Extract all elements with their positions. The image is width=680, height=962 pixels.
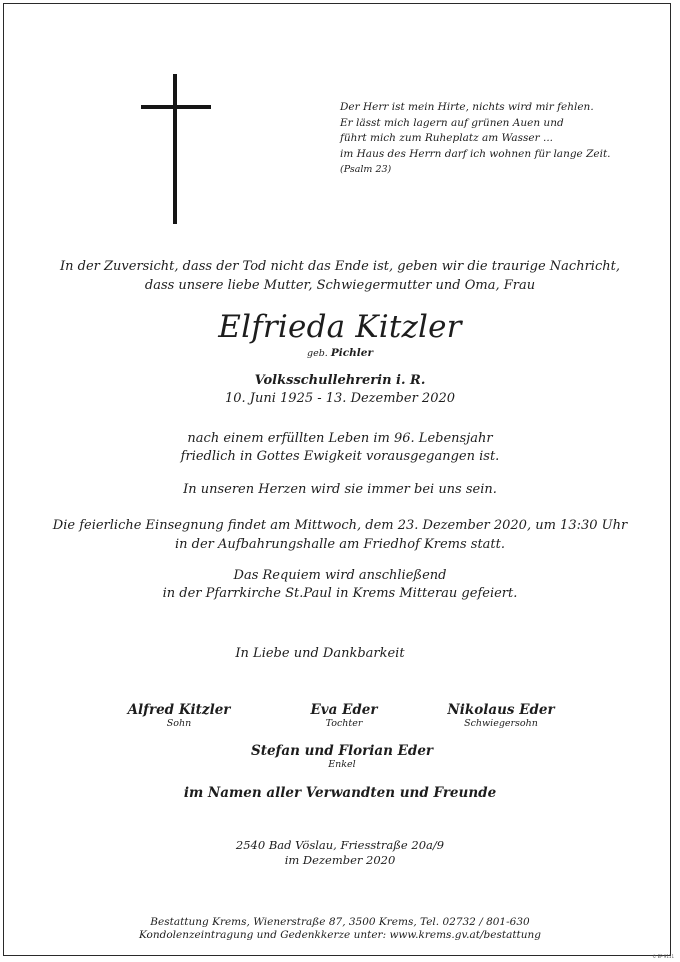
life-dates: 10. Juni 1925 - 13. Dezember 2020 — [224, 391, 456, 406]
psalm-quote — [340, 100, 640, 178]
mourner-eva — [264, 702, 424, 729]
ceremony-line-2: in der Aufbahrungshalle am Friedhof Krems statt. — [175, 537, 505, 552]
psalm-source: (Psalm 23) — [340, 164, 392, 175]
mourner-relation: Enkel — [328, 759, 356, 770]
requiem-line-2: in der Pfarrkirche St.Paul in Krems Mitterau gefeiert. — [162, 586, 518, 601]
footer-line-1: Bestattung Krems, Wienerstraße 87, 3500 Krems, Tel. 02732 / 801-630 — [150, 916, 530, 928]
mourner-relation: Schwiegersohn — [464, 718, 538, 729]
requiem-line-1: Das Requiem wird anschließend — [233, 568, 447, 583]
intro-line-1: In der Zuversicht, dass der Tod nicht das Ende ist, geben wir die traurige Nachricht, — [60, 259, 620, 274]
maiden-name: Pichler — [330, 347, 373, 359]
cross-icon-bar — [141, 105, 211, 109]
footer-line-2: Kondolenzeintragung und Gedenkkerze unter: www.krems.gv.at/bestattung — [138, 929, 542, 941]
psalm-line: Er lässt mich lagern auf grünen Auen und — [340, 116, 564, 129]
deceased-title: Volksschullehrerin i. R. — [254, 373, 426, 388]
deceased-name: Elfrieda Kitzler — [218, 309, 462, 345]
mourner-name: Alfred Kitzler — [127, 702, 231, 718]
intro-line-2: dass unsere liebe Mutter, Schwiegermutter und Oma, Frau — [144, 278, 536, 293]
message-line-3: In unseren Herzen wird sie immer bei uns sein. — [183, 482, 497, 497]
mourner-name: Stefan und Florian Eder — [250, 743, 434, 759]
psalm-line: Der Herr ist mein Hirte, nichts wird mir fehlen. — [340, 101, 594, 113]
message-line-2: friedlich in Gottes Ewigkeit vorausgegangen ist. — [180, 449, 500, 464]
cross-icon — [173, 74, 177, 224]
psalm-line: führt mich zum Ruheplatz am Wasser ... — [340, 132, 553, 144]
mourner-nikolaus — [421, 702, 581, 729]
mourner-name: Nikolaus Eder — [447, 702, 555, 718]
closing-text: In Liebe und Dankbarkeit — [235, 646, 405, 661]
mourner-relation: Tochter — [325, 718, 363, 729]
corner-code: © EP 9111 — [652, 954, 674, 959]
address-line-2: im Dezember 2020 — [284, 853, 396, 867]
maiden-name-row — [0, 347, 680, 359]
mourner-relation: Sohn — [166, 718, 192, 729]
mourner-name: Eva Eder — [310, 702, 378, 718]
message-line-1: nach einem erfüllten Leben im 96. Lebensjahr — [187, 431, 493, 446]
on-behalf-line: im Namen aller Verwandten und Freunde — [183, 785, 497, 801]
address-line-1: 2540 Bad Vöslau, Friesstraße 20a/9 — [235, 838, 445, 852]
ceremony-line-1: Die feierliche Einsegnung findet am Mittwoch, dem 23. Dezember 2020, um 13:30 Uhr — [52, 518, 628, 533]
psalm-line: im Haus des Herrn darf ich wohnen für lange Zeit. — [340, 147, 611, 160]
mourner-alfred — [99, 702, 259, 729]
born-prefix: geb. — [307, 348, 328, 359]
mourner-grandchildren — [232, 743, 452, 770]
